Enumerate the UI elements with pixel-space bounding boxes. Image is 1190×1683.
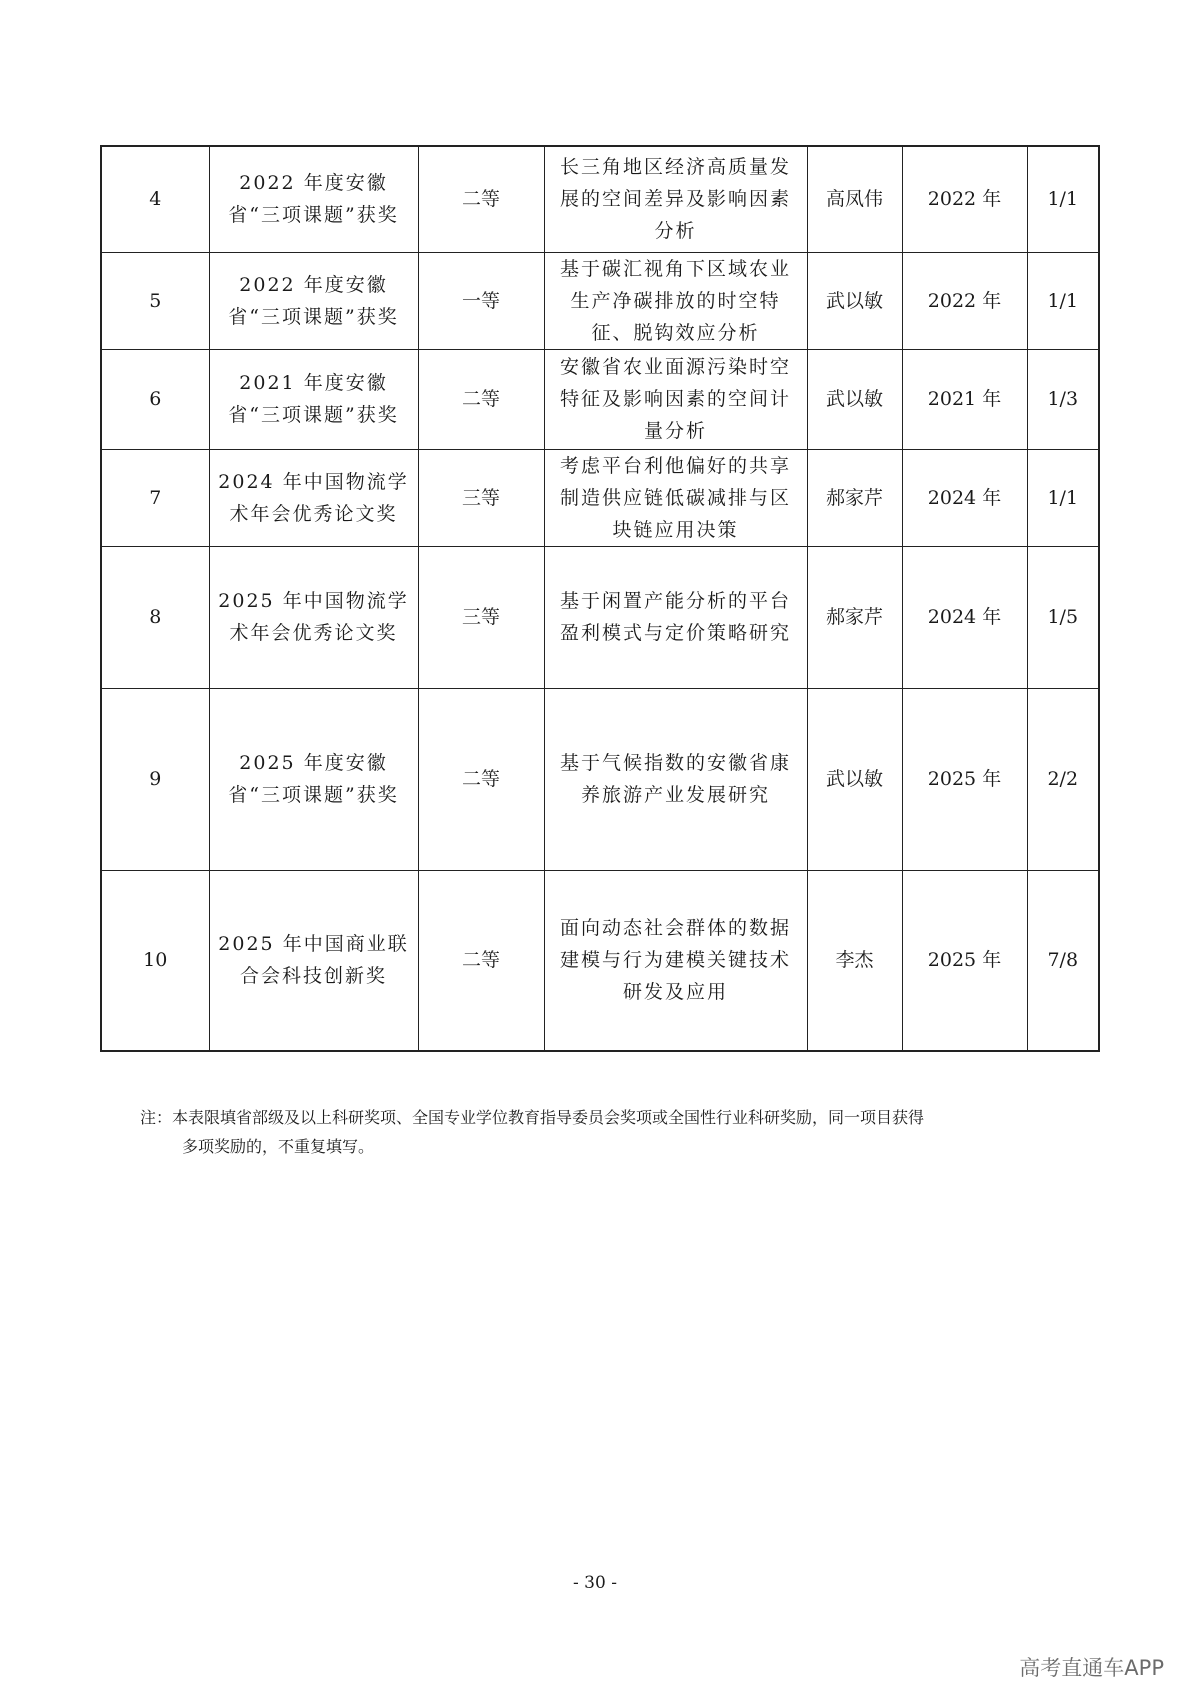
cell-person: 武以敏 xyxy=(807,349,902,449)
cell-grade: 一等 xyxy=(418,252,544,349)
cell-rank: 1/1 xyxy=(1027,449,1099,546)
cell-project-title: 长三角地区经济高质量发展的空间差异及影响因素分析 xyxy=(544,146,807,252)
table-body xyxy=(101,146,1099,1051)
table-row xyxy=(101,349,1099,449)
cell-award-name: 2025 年度安徽省“三项课题”获奖 xyxy=(209,688,418,870)
cell-project-title: 安徽省农业面源污染时空特征及影响因素的空间计量分析 xyxy=(544,349,807,449)
cell-no: 4 xyxy=(101,146,209,252)
table-row xyxy=(101,252,1099,349)
cell-person: 武以敏 xyxy=(807,688,902,870)
cell-project-title: 面向动态社会群体的数据建模与行为建模关键技术研发及应用 xyxy=(544,870,807,1051)
cell-grade: 二等 xyxy=(418,146,544,252)
cell-person: 郝家芹 xyxy=(807,449,902,546)
cell-grade: 二等 xyxy=(418,688,544,870)
table-row xyxy=(101,146,1099,252)
cell-grade: 三等 xyxy=(418,449,544,546)
cell-no: 9 xyxy=(101,688,209,870)
cell-rank: 1/1 xyxy=(1027,146,1099,252)
awards-table xyxy=(100,145,1100,1052)
cell-rank: 2/2 xyxy=(1027,688,1099,870)
cell-grade: 二等 xyxy=(418,870,544,1051)
cell-year: 2024 年 xyxy=(902,449,1027,546)
table-row xyxy=(101,870,1099,1051)
cell-person: 武以敏 xyxy=(807,252,902,349)
cell-year: 2022 年 xyxy=(902,252,1027,349)
cell-no: 7 xyxy=(101,449,209,546)
page-number: - 30 - xyxy=(573,1573,617,1593)
table-row xyxy=(101,546,1099,688)
cell-award-name: 2021 年度安徽省“三项课题”获奖 xyxy=(209,349,418,449)
cell-person: 高凤伟 xyxy=(807,146,902,252)
cell-award-name: 2022 年度安徽省“三项课题”获奖 xyxy=(209,146,418,252)
cell-year: 2025 年 xyxy=(902,870,1027,1051)
cell-no: 6 xyxy=(101,349,209,449)
note-line-2: 多项奖励的，不重复填写。 xyxy=(182,1137,375,1156)
cell-person: 李杰 xyxy=(807,870,902,1051)
cell-year: 2025 年 xyxy=(902,688,1027,870)
cell-project-title: 基于闲置产能分析的平台盈利模式与定价策略研究 xyxy=(544,546,807,688)
note-line-1: 注：本表限填省部级及以上科研奖项、全国专业学位教育指导委员会奖项或全国性行业科研奖励，同一项目获得 xyxy=(140,1108,925,1127)
cell-rank: 1/3 xyxy=(1027,349,1099,449)
cell-rank: 7/8 xyxy=(1027,870,1099,1051)
cell-rank: 1/5 xyxy=(1027,546,1099,688)
cell-project-title: 考虑平台利他偏好的共享制造供应链低碳减排与区块链应用决策 xyxy=(544,449,807,546)
cell-person: 郝家芹 xyxy=(807,546,902,688)
cell-rank: 1/1 xyxy=(1027,252,1099,349)
cell-award-name: 2025 年中国商业联合会科技创新奖 xyxy=(209,870,418,1051)
watermark: 高考直通车APP xyxy=(1019,1656,1164,1680)
cell-year: 2024 年 xyxy=(902,546,1027,688)
cell-project-title: 基于气候指数的安徽省康养旅游产业发展研究 xyxy=(544,688,807,870)
cell-no: 5 xyxy=(101,252,209,349)
cell-year: 2021 年 xyxy=(902,349,1027,449)
cell-award-name: 2022 年度安徽省“三项课题”获奖 xyxy=(209,252,418,349)
cell-project-title: 基于碳汇视角下区域农业生产净碳排放的时空特征、脱钩效应分析 xyxy=(544,252,807,349)
table-note xyxy=(140,1103,1060,1161)
cell-award-name: 2024 年中国物流学术年会优秀论文奖 xyxy=(209,449,418,546)
cell-no: 10 xyxy=(101,870,209,1051)
table-row xyxy=(101,449,1099,546)
table-row xyxy=(101,688,1099,870)
cell-grade: 三等 xyxy=(418,546,544,688)
cell-grade: 二等 xyxy=(418,349,544,449)
cell-no: 8 xyxy=(101,546,209,688)
cell-award-name: 2025 年中国物流学术年会优秀论文奖 xyxy=(209,546,418,688)
cell-year: 2022 年 xyxy=(902,146,1027,252)
